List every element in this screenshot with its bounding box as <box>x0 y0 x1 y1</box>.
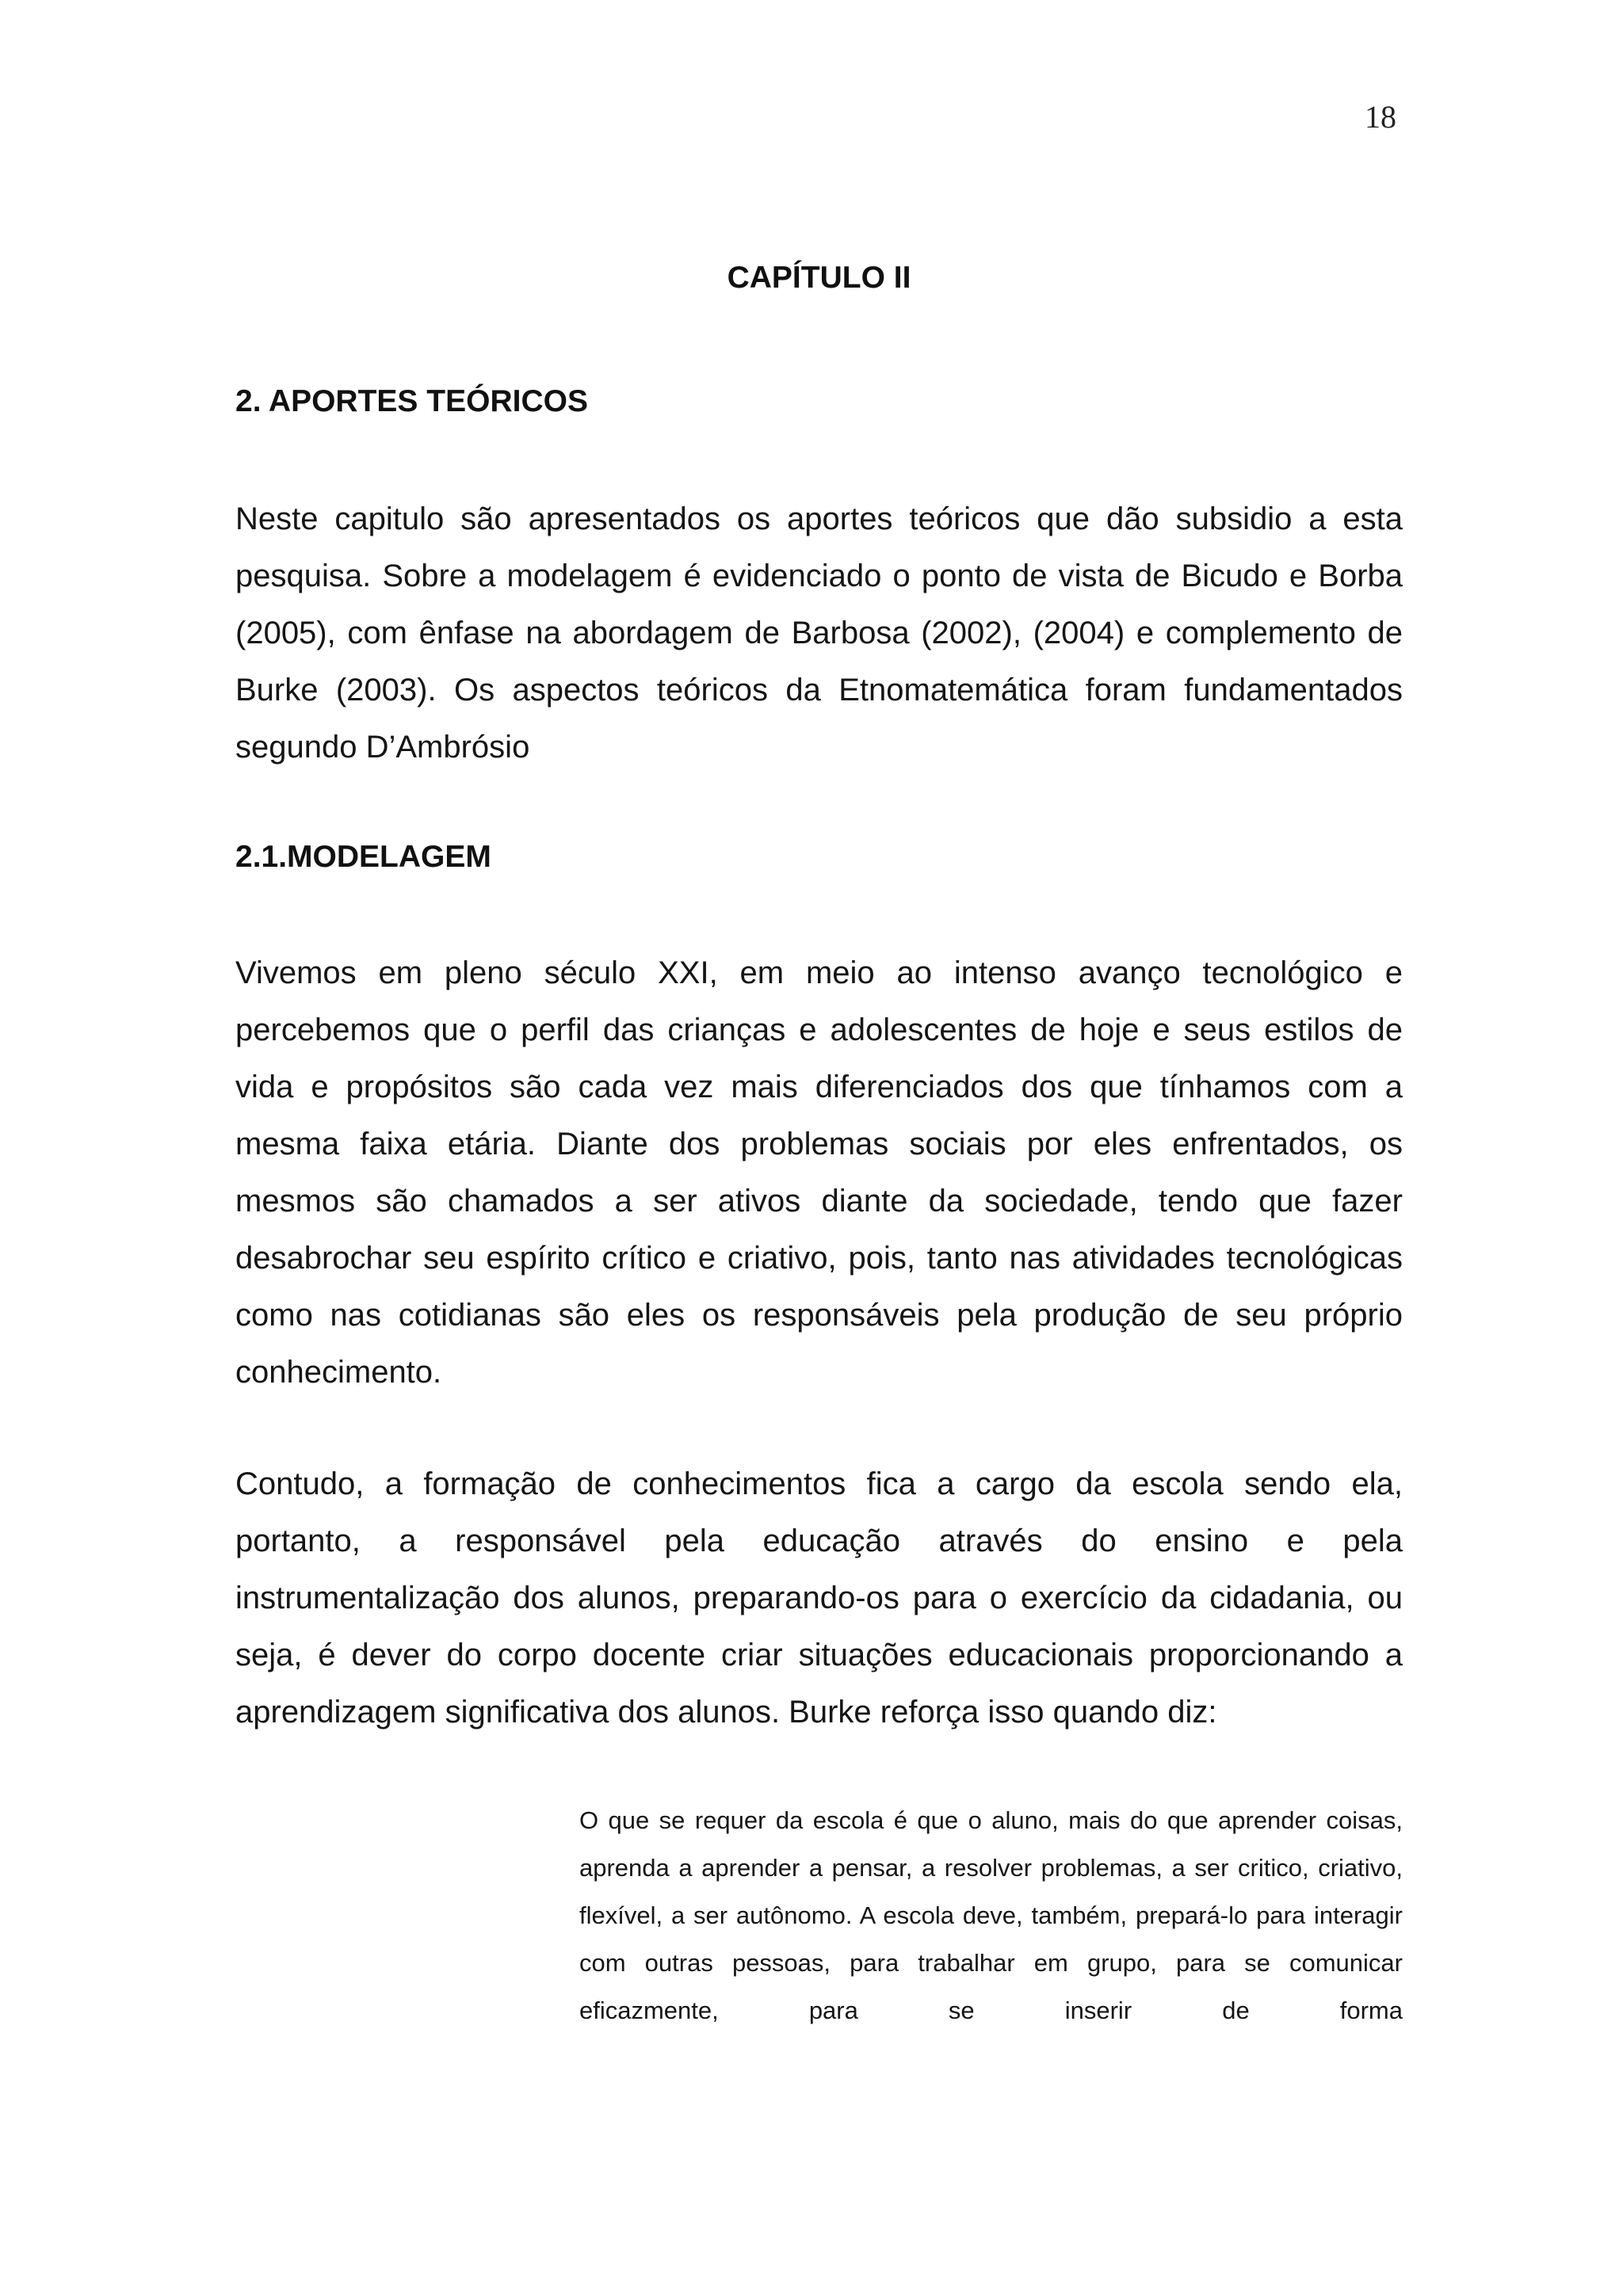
modelagem-paragraph-2: Contudo, a formação de conhecimentos fica a cargo da escola sendo ela, portanto, a responsável pela educação através do ensino e pela instrumentalização dos alunos, preparando-os para o exercício da cidadania, ou seja, é dever do corpo docente criar situações educacionais proporcionando a aprendizagem significativa dos alunos. Burke reforça isso quando diz: <box>235 1466 1403 1730</box>
burke-block-quote: O que se requer da escola é que o aluno, mais do que aprender coisas, aprenda a aprender a pensar, a resolver problemas, a ser critico, criativo, flexível, a ser autônomo. A escola deve, também, prepará-lo para interagir com outras pessoas, para trabalhar em grupo, para se comunicar eficazmente, para se inserir de forma <box>579 1806 1403 2024</box>
chapter-title: CAPÍTULO II <box>727 261 911 295</box>
page-number: 18 <box>1365 99 1396 135</box>
section-heading-modelagem: 2.1.MODELAGEM <box>235 840 491 874</box>
intro-paragraph: Neste capitulo são apresentados os aportes teóricos que dão subsidio a esta pesquisa. Sobre a modelagem é evidenciado o ponto de vista de Bicudo e Borba (2005), com ênfase na abordagem de Barbosa (2002), (2004) e complemento de Burke (2003). Os aspectos teóricos da Etnomatemática foram fundamentados segundo D’Ambrósio <box>235 502 1403 765</box>
section-heading-aportes-teoricos: 2. APORTES TEÓRICOS <box>235 384 588 418</box>
modelagem-paragraph-1: Vivemos em pleno século XXI, em meio ao intenso avanço tecnológico e percebemos que o perfil das crianças e adolescentes de hoje e seus estilos de vida e propósitos são cada vez mais diferenciados dos que tínhamos com a mesma faixa etária. Diante dos problemas sociais por eles enfrentados, os mesmos são chamados a ser ativos diante da sociedade, tendo que fazer desabrochar seu espírito crítico e criativo, pois, tanto nas atividades tecnológicas como nas cotidianas são eles os responsáveis pela produção de seu próprio conhecimento. <box>235 955 1403 1390</box>
